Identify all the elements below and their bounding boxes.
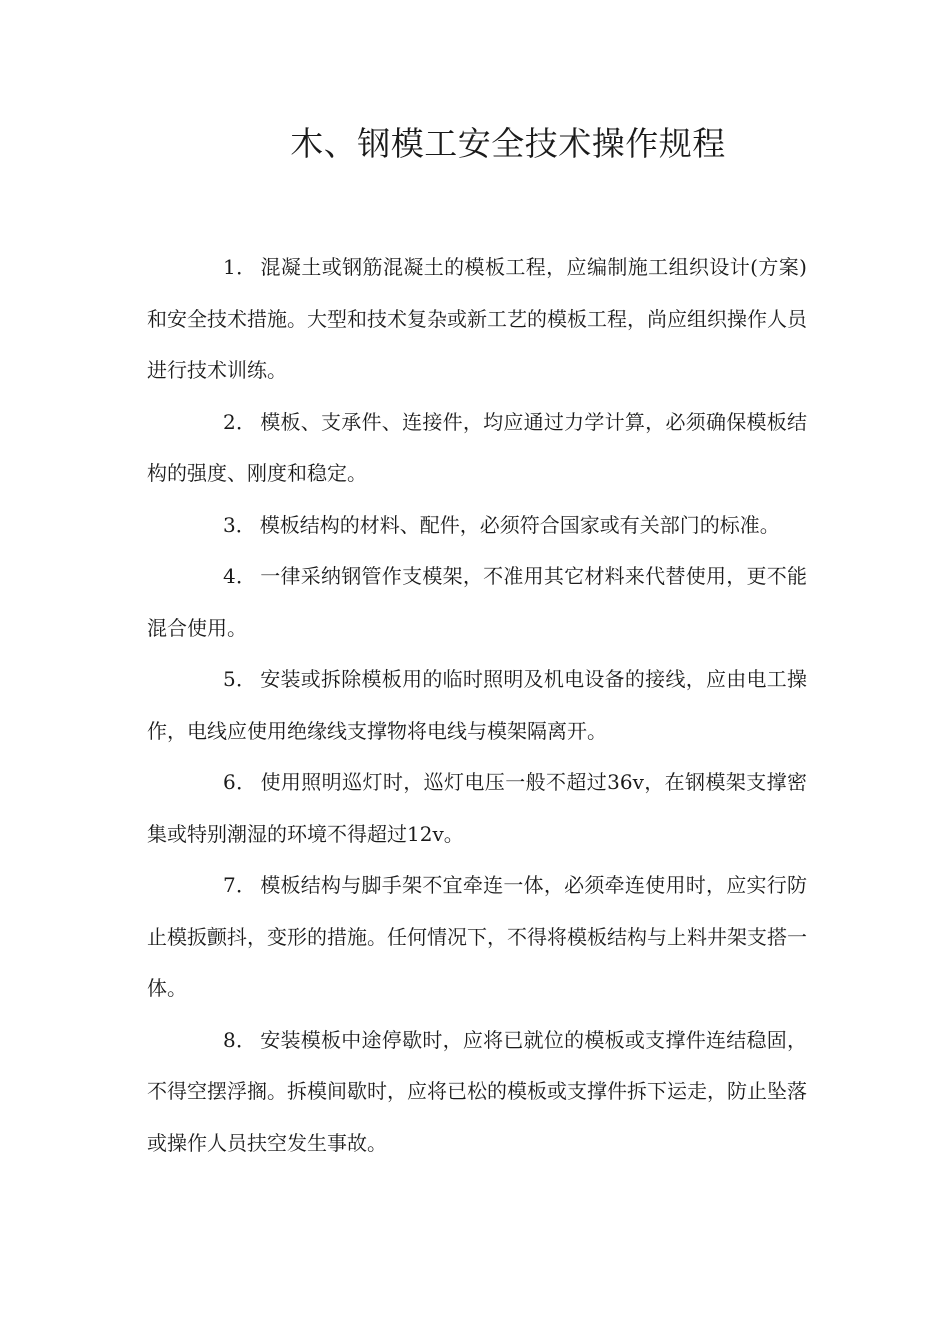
- paragraph-text: 模板结构与脚手架不宜牵连一体，必须牵连使用时，应实行防止模扳颤抖，变形的措施。任何情况下，不得将模板结构与上料井架支搭一体。: [147, 873, 807, 1000]
- paragraph-text: 使用照明巡灯时，巡灯电压一般不超过36v，在钢模架支撑密集或特别潮湿的环境不得超过12v。: [147, 770, 807, 846]
- paragraph-text: 模板结构的材料、配件，必须符合国家或有关部门的标准。: [259, 512, 780, 537]
- paragraph-number: 5．: [223, 667, 257, 691]
- paragraph-text: 混凝土或钢筋混凝土的模板工程，应编制施工组织设计(方案)和安全技术措施。大型和技术复杂或新工艺的模板工程，尚应组织操作人员进行技术训练。: [147, 255, 807, 382]
- paragraph-7: [147, 860, 807, 1015]
- paragraph-number: 6．: [223, 770, 257, 794]
- paragraph-text: 安装或拆除模板用的临时照明及机电设备的接线，应由电工操作，电线应使用绝缘线支撑物将电线与模架隔离开。: [147, 667, 807, 743]
- paragraph-number: 3．: [223, 512, 256, 537]
- paragraph-4: [147, 551, 807, 654]
- paragraph-number: 1．: [223, 255, 257, 279]
- paragraph-number: 8．: [223, 1027, 257, 1052]
- paragraph-number: 7．: [223, 873, 257, 897]
- paragraph-text: 模板、支承件、连接件，均应通过力学计算，必须确保模板结构的强度、刚度和稳定。: [147, 409, 807, 485]
- paragraph-1: [147, 242, 807, 397]
- paragraph-number: 2．: [223, 409, 257, 434]
- paragraph-text: 一律采纳钢管作支模架，不准用其它材料来代替使用，更不能混合使用。: [147, 564, 807, 640]
- paragraph-3: [147, 500, 807, 552]
- paragraph-8: [147, 1015, 807, 1170]
- paragraph-2: [147, 397, 807, 500]
- document-title: 木、钢模工安全技术操作规程: [290, 124, 726, 163]
- paragraph-6: [147, 757, 807, 860]
- paragraph-5: [147, 654, 807, 757]
- paragraph-text: 安装模板中途停歇时，应将已就位的模板或支撑件连结稳固，不得空摆浮搁。拆模间歇时，应将已松的模板或支撑件拆下运走，防止坠落或操作人员扶空发生事故。: [147, 1027, 807, 1155]
- document-body: [147, 242, 807, 1169]
- paragraph-number: 4．: [223, 564, 257, 588]
